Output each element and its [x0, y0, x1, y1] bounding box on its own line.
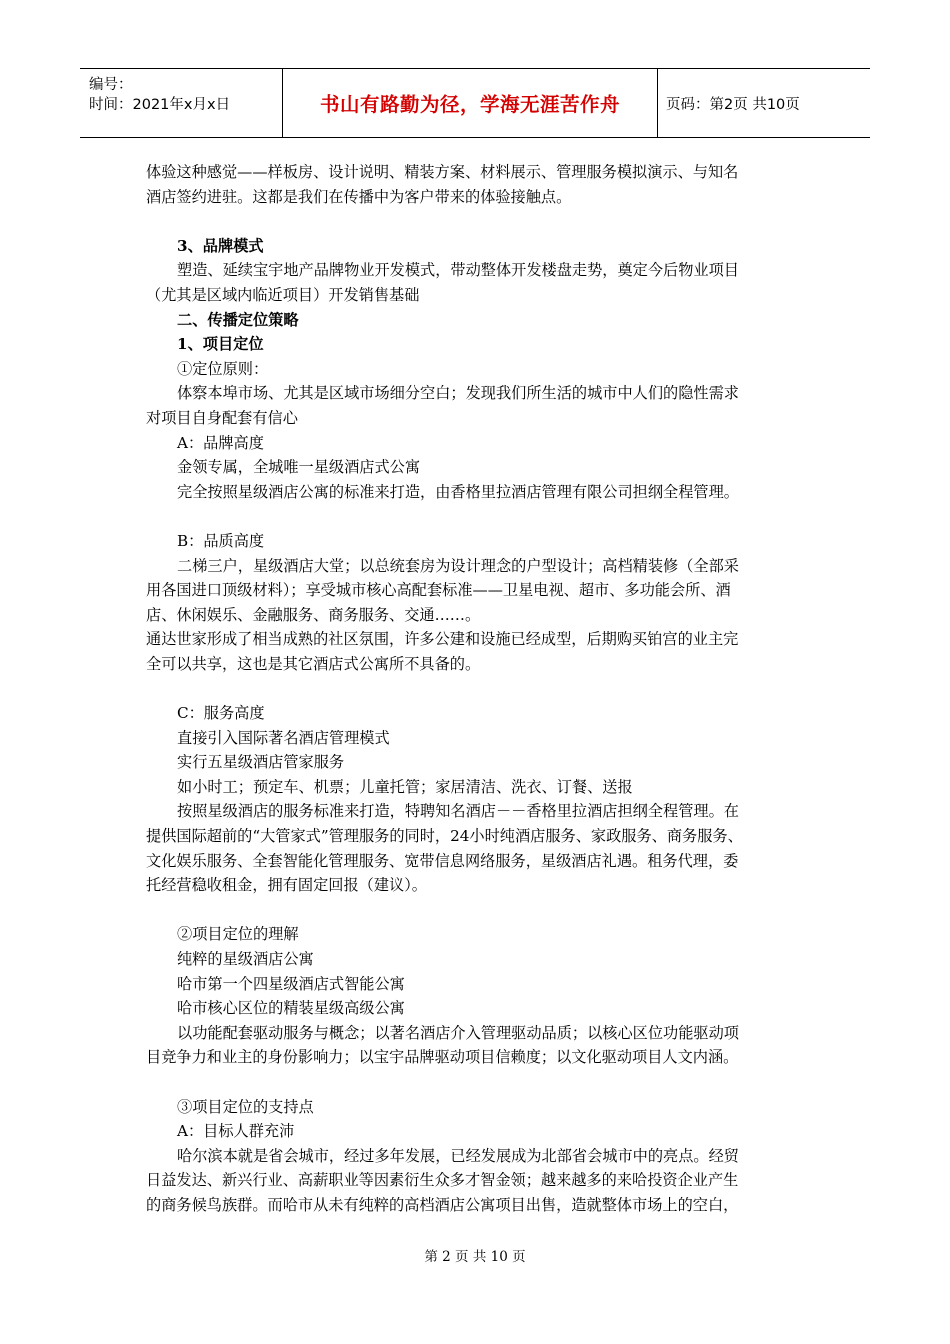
page-header: [80, 68, 870, 138]
section-heading: 二、传播定位策略: [177, 310, 299, 329]
date-label: 时间：2021年x月x日: [89, 97, 231, 113]
body-line: 提供国际超前的“大管家式”管理服务的同时，24小时纯酒店服务、家政服务、商务服务、: [146, 827, 743, 846]
body-line: 酒店签约进驻。这都是我们在传播中为客户带来的体验接触点。: [146, 187, 572, 206]
body-line: （尤其是区域内临近项目）开发销售基础: [146, 285, 420, 304]
header-meta: [80, 69, 283, 137]
header-page-info-cell: [658, 69, 870, 137]
body-line: 日益发达、新兴行业、高薪职业等因素衍生众多才智金领；越来越多的来哈投资企业产生: [146, 1171, 739, 1190]
body-line: 二梯三户，星级酒店大堂；以总统套房为设计理念的户型设计；高档精装修（全部采: [177, 556, 739, 575]
serial-number-label: 编号：: [89, 77, 133, 93]
page-footer: 第 2 页 共 10 页: [424, 1249, 526, 1265]
body-line: 实行五星级酒店管家服务: [177, 753, 345, 772]
body-line: 店、休闲娱乐、金融服务、商务服务、交通……。: [146, 605, 481, 624]
blank-line: [146, 898, 816, 923]
header-motto: 书山有路勤为径，学海无涯苦作舟: [319, 93, 620, 116]
body-line: 哈市第一个四星级酒店式智能公寓: [177, 974, 405, 993]
body-line: A：品牌高度: [177, 433, 264, 452]
section-heading: 3、品牌模式: [177, 236, 264, 255]
body-line: 通达世家形成了相当成熟的社区氛围，许多公建和设施已经成型，后期购买铂宫的业主完: [146, 630, 739, 649]
body-line: 文化娱乐服务、全套智能化管理服务、宽带信息网络服务，星级酒店礼遇。租务代理，委: [146, 851, 739, 870]
body-line: 金领专属，全城唯一星级酒店式公寓: [177, 458, 420, 477]
body-line: C：服务高度: [177, 704, 265, 723]
body-line: ②项目定位的理解: [177, 925, 299, 944]
body-line: 完全按照星级酒店公寓的标准来打造，由香格里拉酒店管理有限公司担纲全程管理。: [177, 482, 739, 501]
header-motto-cell: [283, 69, 658, 137]
body-line: 全可以共享，这也是其它酒店式公寓所不具备的。: [146, 654, 481, 673]
body-line: ①定位原则：: [177, 359, 269, 378]
body-line: 体察本埠市场、尤其是区域市场细分空白；发现我们所生活的城市中人们的隐性需求: [177, 384, 739, 403]
blank-line: [146, 676, 816, 701]
body-line: ③项目定位的支持点: [177, 1097, 314, 1116]
body-line: 的商务候鸟族群。而哈市从未有纯粹的高档酒店公寓项目出售，造就整体市场上的空白，: [146, 1195, 739, 1214]
body-line: 托经营稳收租金，拥有固定回报（建议）。: [146, 876, 427, 895]
header-page-info: 页码：第2页 共10页: [666, 96, 800, 113]
body-line: 用各国进口顶级材料）；享受城市核心高配套标准——卫星电视、超市、多功能会所、酒: [146, 581, 731, 600]
section-heading: 1、项目定位: [177, 335, 264, 354]
body-line: 哈尔滨本就是省会城市，经过多年发展，已经发展成为北部省会城市中的亮点。经贸: [177, 1146, 739, 1165]
blank-line: [146, 209, 816, 234]
document-body: [146, 160, 816, 1218]
body-line: 纯粹的星级酒店公寓: [177, 950, 314, 968]
blank-line: [146, 1070, 816, 1095]
blank-line: [146, 504, 816, 529]
body-line: 体验这种感觉——样板房、设计说明、精装方案、材料展示、管理服务模拟演示、与知名: [146, 163, 739, 181]
body-line: 如小时工；预定车、机票；儿童托管；家居清洁、洗衣、订餐、送报: [177, 777, 633, 796]
body-line: 直接引入国际著名酒店管理模式: [177, 728, 390, 747]
body-line: 哈市核心区位的精装星级高级公寓: [177, 999, 405, 1018]
body-line: B：品质高度: [177, 531, 265, 550]
body-line: 以功能配套驱动服务与概念；以著名酒店介入管理驱动品质；以核心区位功能驱动项: [177, 1023, 739, 1042]
body-line: 按照星级酒店的服务标准来打造，特聘知名酒店－－香格里拉酒店担纲全程管理。在: [177, 802, 739, 821]
body-line: 对项目自身配套有信心: [146, 408, 298, 427]
body-line: 塑造、延续宝宇地产品牌物业开发模式，带动整体开发楼盘走势，奠定今后物业项目: [177, 261, 739, 280]
body-line: 目竞争力和业主的身份影响力；以宝宇品牌驱动项目信赖度；以文化驱动项目人文内涵。: [146, 1048, 739, 1067]
body-line: A：目标人群充沛: [177, 1122, 295, 1141]
